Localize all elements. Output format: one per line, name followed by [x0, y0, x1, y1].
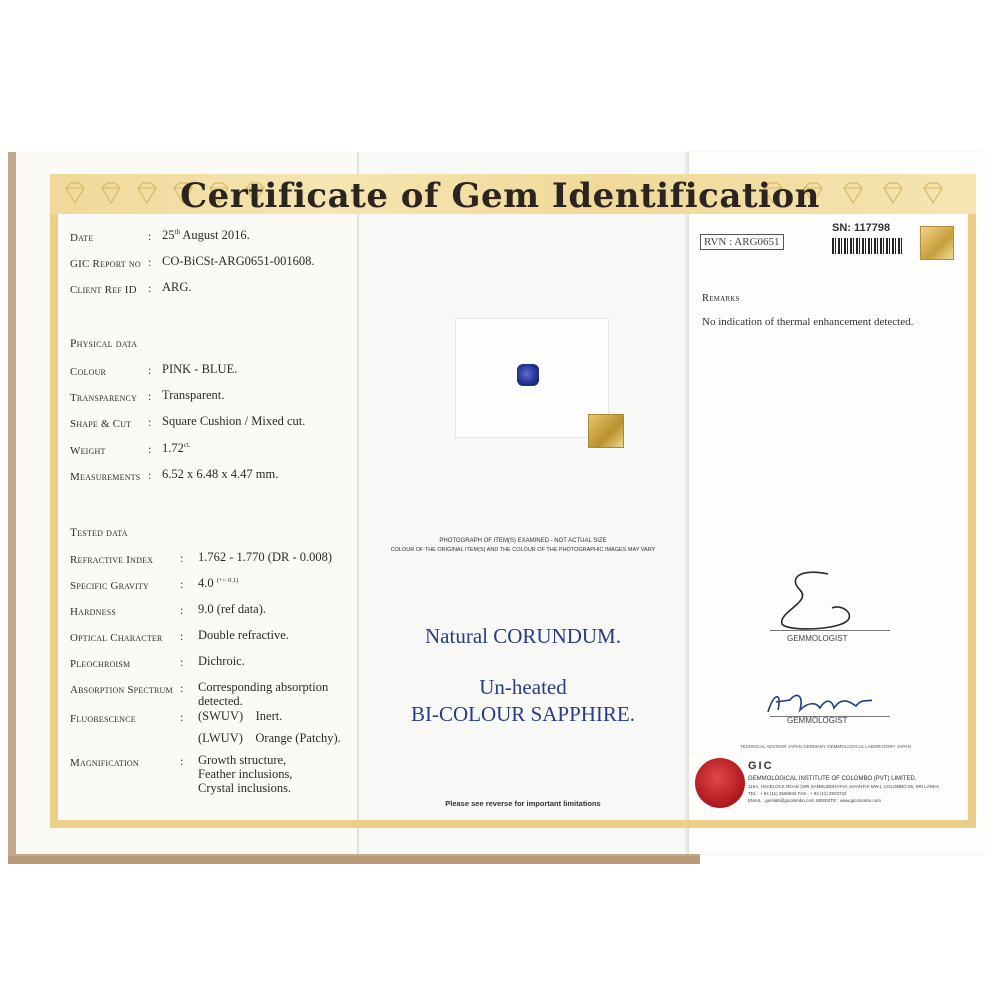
optical-character-label: Optical Character	[70, 632, 163, 644]
barcode	[832, 238, 902, 254]
colour-value: PINK - BLUE.	[162, 362, 238, 376]
fluorescence-lwuv-value: (LWUV) Orange (Patchy).	[198, 731, 341, 745]
refractive-index-value: 1.762 - 1.770 (DR - 0.008)	[198, 550, 333, 564]
client-ref-value: ARG.	[162, 280, 192, 294]
magnification-value: Growth structure,	[198, 753, 287, 767]
report-no-label: GIC Report no	[70, 258, 141, 270]
photo-note: PHOTOGRAPH OF ITEM(S) EXAMINED - NOT ACTUAL SIZE	[439, 538, 607, 544]
report-no-value: CO-BiCSt-ARG0651-001608.	[162, 254, 315, 268]
lab-address: 115A, HAVELOCK ROAD (SRI SAMBUDDHATVA JAYANTHI MW.), COLOMBO 05, SRI LANKA	[748, 784, 940, 789]
rvn-box: RVN : ARG0651	[700, 234, 784, 250]
gemmologist-title: GEMMOLOGIST	[787, 716, 848, 725]
gem-treatment: Un-heated	[479, 675, 567, 699]
date-rest: August 2016.	[179, 228, 250, 243]
colon: :	[148, 415, 152, 429]
absorption-spectrum-value-line2: detected.	[198, 694, 243, 708]
date-label: Date	[70, 232, 94, 244]
colon: :	[180, 655, 184, 669]
weight-unit: ct.	[183, 441, 191, 449]
colon: :	[148, 442, 152, 456]
technical-advisor: TECHNICAL ADVISOR JAPAN GERMANY GEMMOLOGICAL LABORATORY JAPAN	[740, 744, 911, 749]
refractive-index-label: Refractive Index	[70, 554, 154, 566]
colon: :	[148, 229, 152, 243]
gem-variety: BI-COLOUR SAPPHIRE.	[410, 702, 636, 726]
client-ref-label: Client Ref ID	[70, 284, 137, 296]
lab-abbreviation: GIC	[748, 760, 774, 772]
absorption-spectrum-label: Absorption Spectrum	[70, 684, 173, 696]
specific-gravity-label: Specific Gravity	[70, 580, 149, 592]
date-day: 25	[162, 228, 175, 243]
certificate-title: Certificate of Gem Identification	[180, 176, 820, 216]
date-suffix: th	[174, 228, 180, 236]
tested-data-heading: Tested data	[70, 527, 128, 539]
gemmologist-signature	[770, 568, 860, 638]
wax-seal	[695, 758, 745, 808]
weight-value	[162, 441, 191, 456]
photo-colour-note: COLOUR OF THE ORIGINAL ITEM(S) AND THE COLOUR OF THE PHOTOGRAPHIC IMAGES MAY VARY	[390, 547, 656, 553]
hologram-sticker	[920, 226, 954, 260]
gemmologist-title: GEMMOLOGIST	[787, 634, 848, 643]
measurements-value: 6.52 x 6.48 x 4.47 mm.	[162, 467, 279, 481]
specific-gravity-number: 4.0	[198, 576, 214, 590]
weight-label: Weight	[70, 445, 106, 457]
date-value	[162, 228, 250, 243]
folder-edge	[8, 856, 700, 864]
colour-label: Colour	[70, 366, 107, 378]
colon: :	[180, 551, 184, 565]
colon: :	[180, 754, 184, 768]
colon: :	[148, 363, 152, 377]
remarks-heading: Remarks	[702, 293, 740, 304]
specific-gravity-tolerance: (+/- 0.1)	[216, 576, 239, 584]
lab-email: EMAIL : gemlab@gicolombo.com WEBSITE : www.gicolombo.com	[748, 798, 881, 803]
lab-name: GEMMOLOGICAL INSTITUTE OF COLOMBO (PVT) LIMITED.	[748, 776, 917, 782]
transparency-value: Transparent.	[162, 388, 225, 402]
weight-number: 1.72	[162, 441, 184, 456]
colon: :	[180, 629, 184, 643]
colon: :	[148, 389, 152, 403]
colon: :	[180, 577, 184, 591]
signature-line	[770, 630, 890, 631]
remarks-text: No indication of thermal enhancement detected.	[702, 316, 914, 328]
colon: :	[148, 281, 152, 295]
pleochroism-label: Pleochroism	[70, 658, 131, 670]
lab-phone: TEL : + 94 (11) 2506932 FAX : + 94 (11) 2503732	[748, 791, 847, 796]
fluorescence-swuv-value: (SWUV) Inert.	[198, 709, 283, 723]
hardness-value: 9.0 (ref data).	[198, 602, 267, 616]
colon: :	[148, 468, 152, 482]
colon: :	[180, 681, 184, 695]
hologram-sticker	[588, 414, 624, 448]
fluorescence-label: Fluorescence	[70, 713, 136, 725]
colon: :	[180, 710, 184, 724]
magnification-value-line2: Feather inclusions,	[198, 767, 293, 781]
colon: :	[180, 603, 184, 617]
transparency-label: Transparency	[70, 392, 138, 404]
gem-image	[517, 364, 539, 386]
magnification-value-line3: Crystal inclusions.	[198, 781, 292, 795]
absorption-spectrum-value: Corresponding absorption	[198, 680, 329, 694]
physical-data-heading: Physical data	[70, 338, 138, 350]
magnification-label: Magnification	[70, 757, 139, 769]
gem-identity: Natural CORUNDUM.	[425, 624, 621, 648]
specific-gravity-value	[198, 576, 238, 591]
shape-cut-value: Square Cushion / Mixed cut.	[162, 414, 306, 428]
optical-character-value: Double refractive.	[198, 628, 289, 642]
hardness-label: Hardness	[70, 606, 116, 618]
pleochroism-value: Dichroic.	[198, 654, 245, 668]
measurements-label: Measurements	[70, 471, 141, 483]
shape-cut-label: Shape & Cut	[70, 418, 132, 430]
colon: :	[148, 255, 152, 269]
gold-border	[50, 174, 976, 828]
reverse-note: Please see reverse for important limitations	[445, 799, 601, 808]
serial-number: SN: 117798	[832, 222, 891, 234]
